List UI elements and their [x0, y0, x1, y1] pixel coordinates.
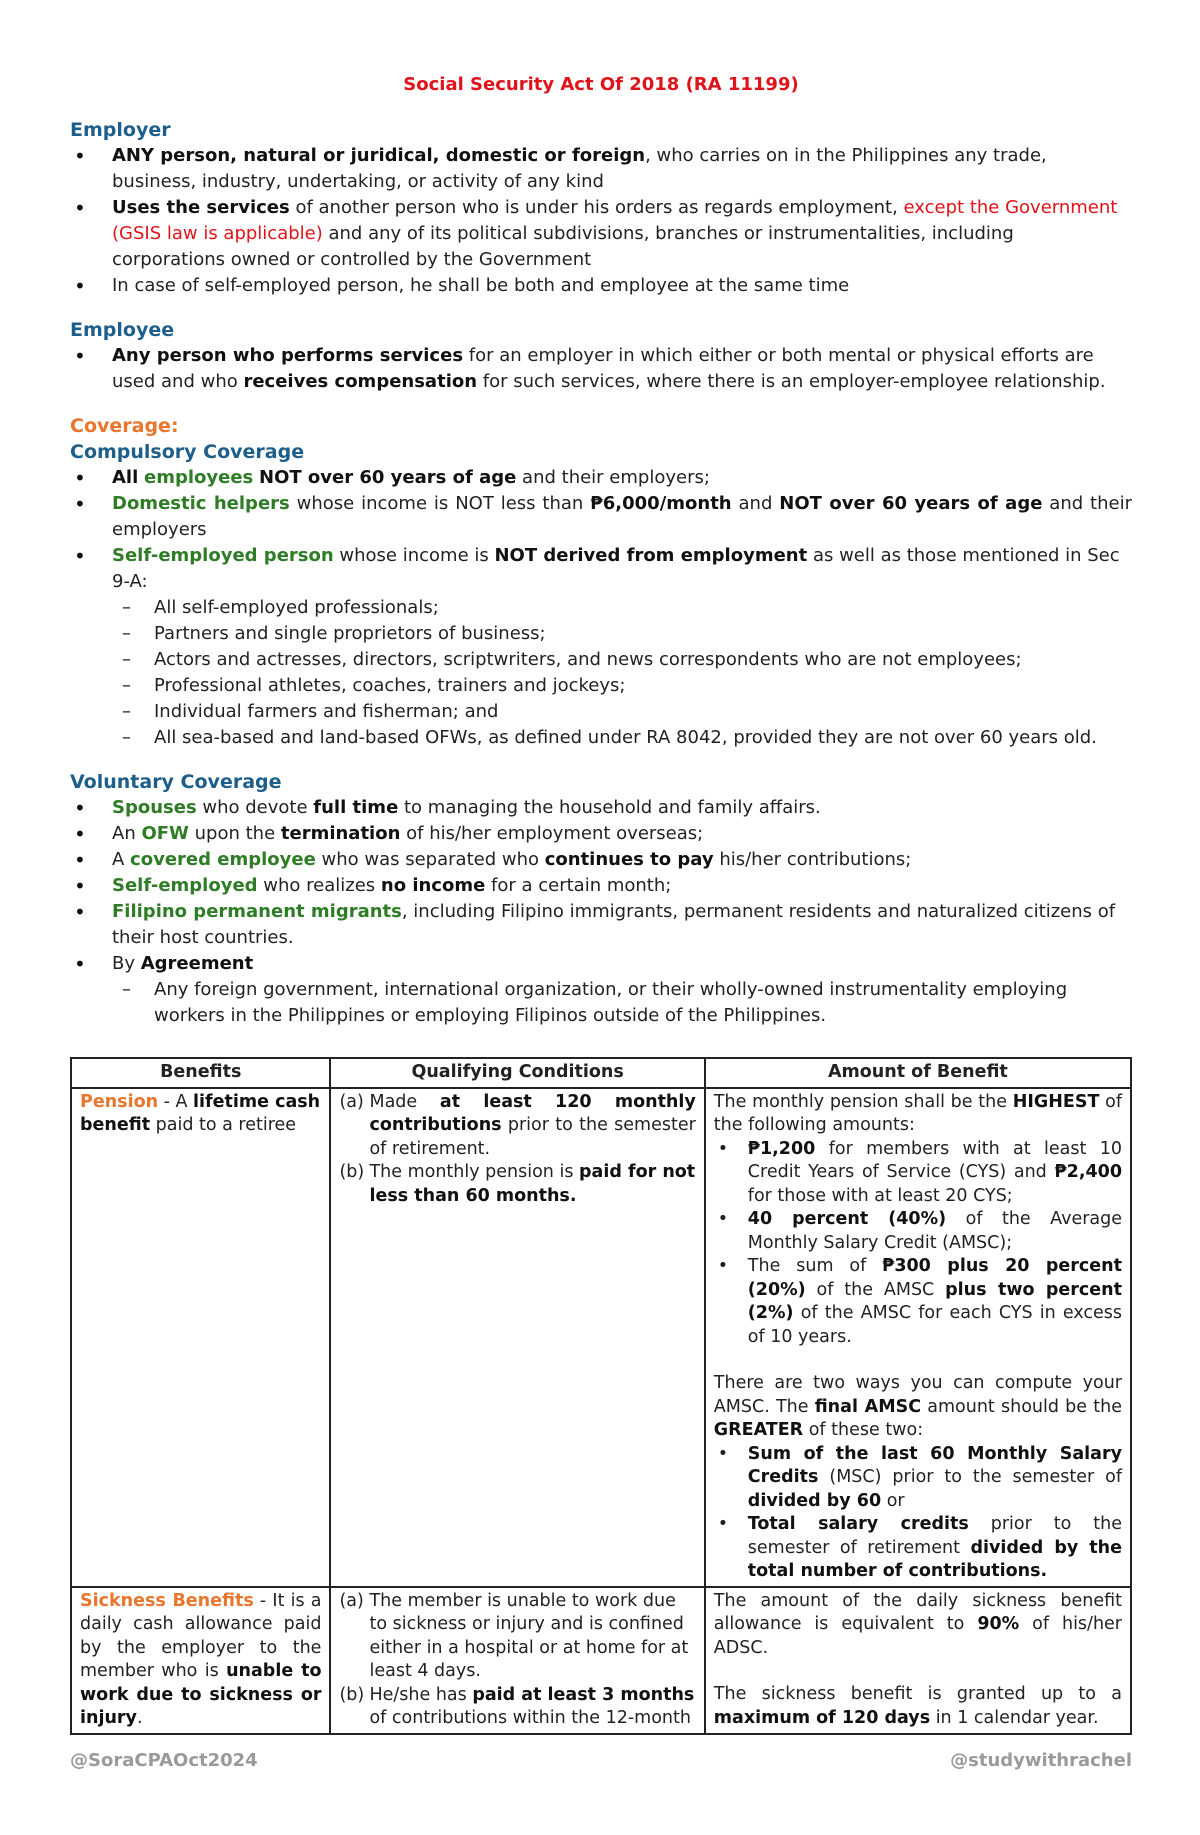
- sub-list-item: – All self-employed professionals;: [154, 595, 1132, 621]
- green-text: Spouses: [112, 797, 197, 818]
- list-item: [112, 795, 1132, 821]
- page-footer: [70, 1750, 1132, 1771]
- bold-text: at least 120 monthly contributions: [369, 1091, 696, 1135]
- bold-text: NOT over 60 years of age: [779, 493, 1043, 514]
- list-item: [112, 143, 1132, 195]
- table-row: [71, 1587, 1131, 1734]
- voluntary-heading: Voluntary Coverage: [70, 771, 282, 793]
- bold-text: GREATER: [713, 1420, 804, 1440]
- text: of contributions within the 12-month: [369, 1708, 691, 1728]
- table-header-row: [71, 1058, 1131, 1088]
- text: of his/her ADSC.: [713, 1614, 1122, 1658]
- employer-heading: Employer: [70, 119, 171, 141]
- condition-cell: [330, 1587, 704, 1734]
- bold-text: paid at least 3 months: [472, 1684, 695, 1705]
- list-item: [112, 543, 1132, 751]
- text: or: [881, 1490, 905, 1511]
- text: - It is a daily cash allowance paid by the employer to the member who is: [80, 1590, 322, 1681]
- text: who was separated who: [315, 849, 545, 870]
- bold-text: divided by 60: [747, 1490, 882, 1511]
- document-page: [70, 60, 1132, 1735]
- amount-cell: [705, 1587, 1131, 1734]
- condition-item: [339, 1161, 695, 1208]
- text: An: [112, 823, 142, 844]
- text: In case of self-employed person, he shall be both and employee at the same time: [112, 275, 850, 296]
- bold-text: Sum of the last 60 Monthly Salary Credits: [747, 1443, 1122, 1487]
- bold-text: final AMSC: [814, 1396, 922, 1417]
- list-item: [748, 1255, 1122, 1349]
- list-item: [112, 951, 1132, 1029]
- green-text: Self-employed person: [112, 545, 334, 566]
- condition-text: [369, 1161, 695, 1208]
- text: A: [112, 849, 131, 870]
- text: prior to the semester of retirement.: [369, 1115, 696, 1159]
- text: for a certain month;: [485, 875, 672, 896]
- benefit-name: Pension: [80, 1091, 159, 1112]
- condition-label: (a): [339, 1091, 364, 1112]
- amount-text: [714, 1683, 1122, 1730]
- text: (MSC) prior to the semester of: [818, 1467, 1122, 1487]
- condition-cell: [330, 1088, 704, 1587]
- text: The sum of: [747, 1256, 883, 1276]
- column-header: Amount of Benefit: [705, 1058, 1131, 1088]
- list-item: [112, 821, 1132, 847]
- green-text: covered employee: [130, 849, 316, 870]
- condition-item: [339, 1684, 695, 1731]
- green-text: employees: [144, 467, 254, 488]
- text: who devote: [196, 797, 314, 818]
- condition-item: [339, 1590, 695, 1684]
- sub-list-item: – Actors and actresses, directors, scriptwriters, and news correspondents who are not employees;: [154, 647, 1132, 673]
- bold-text: HIGHEST: [1012, 1091, 1100, 1112]
- text: for an employer in which either or both mental or physical efforts are used and who: [112, 345, 1094, 392]
- column-header: Qualifying Conditions: [330, 1058, 704, 1088]
- employer-section: [70, 117, 1132, 299]
- text: Made: [369, 1091, 440, 1112]
- text: By: [112, 953, 141, 974]
- red-text: except the Government (GSIS law is applicable): [112, 197, 1118, 244]
- text: amount should be the: [921, 1396, 1122, 1417]
- green-text: Domestic helpers: [112, 493, 290, 514]
- list-item: [112, 273, 1132, 299]
- bold-text: termination: [280, 823, 401, 844]
- text: of his/her employment overseas;: [400, 823, 704, 844]
- page-title: Social Security Act Of 2018 (RA 11199): [403, 74, 799, 95]
- bold-text: lifetime cash benefit: [80, 1091, 321, 1135]
- bold-text: full time: [313, 797, 399, 818]
- text: of these two:: [803, 1420, 924, 1440]
- text: paid to a retiree: [150, 1115, 297, 1135]
- bold-text: paid for not less than 60 months.: [369, 1162, 696, 1206]
- sub-list-item: – Partners and single proprietors of business;: [154, 621, 1132, 647]
- condition-text: [369, 1684, 695, 1731]
- bold-text: Uses the services: [112, 197, 290, 218]
- bold-text: All: [112, 467, 139, 488]
- coverage-heading: Coverage:: [70, 415, 179, 437]
- list-item: [748, 1208, 1122, 1255]
- bold-text: ₱1,200: [747, 1138, 816, 1159]
- bold-text: Agreement: [140, 953, 254, 974]
- bold-text: ANY person, natural or juridical, domestic or foreign: [112, 145, 646, 166]
- text: , including Filipino immigrants, permanent residents and naturalized citizens of their host countries.: [112, 901, 1116, 948]
- text: .: [136, 1708, 143, 1728]
- amount-text: [714, 1590, 1122, 1661]
- condition-label: (b): [339, 1684, 365, 1705]
- text: and: [731, 493, 780, 514]
- bold-text: NOT over 60 years of age: [259, 467, 517, 488]
- bold-text: receives compensation: [243, 371, 478, 392]
- text: as well as those mentioned in Sec 9-A:: [112, 545, 1120, 592]
- list-item: [112, 195, 1132, 273]
- text: The amount of the daily sickness benefit allowance is equivalent to: [713, 1590, 1122, 1634]
- green-text: Self-employed: [112, 875, 258, 896]
- employee-heading: Employee: [70, 319, 175, 341]
- text: - A: [158, 1091, 194, 1112]
- text: , who carries on in the Philippines any trade, business, industry, undertaking, or activity of any kind: [112, 145, 1047, 192]
- text: The sickness benefit is granted up to a: [713, 1684, 1122, 1704]
- table-row: [71, 1088, 1131, 1587]
- benefit-cell: [71, 1088, 330, 1587]
- list-item: [112, 465, 1132, 491]
- amount-intro: [714, 1091, 1122, 1138]
- green-text: OFW: [141, 823, 189, 844]
- benefits-table: [70, 1057, 1132, 1735]
- text: who realizes: [257, 875, 381, 896]
- text: upon the: [188, 823, 281, 844]
- text: and any of its political subdivisions, branches or instrumentalities, including corporations owned or controlled by the Government: [112, 223, 1014, 270]
- text: for members with at least 10 Credit Years of Service (CYS) and: [747, 1138, 1122, 1182]
- list-item: [112, 873, 1132, 899]
- text: of the following amounts:: [713, 1091, 1123, 1135]
- bold-text: divided by the total number of contributions.: [747, 1537, 1122, 1581]
- text: of the Average Monthly Salary Credit (AMSC);: [747, 1209, 1123, 1253]
- bold-text: 90%: [977, 1614, 1020, 1634]
- condition-label: (b): [339, 1162, 365, 1182]
- text: prior to the semester of retirement: [747, 1514, 1122, 1558]
- column-header: Benefits: [71, 1058, 330, 1088]
- text: his/her contributions;: [713, 849, 912, 870]
- bold-text: unable to work due to sickness or injury: [80, 1661, 322, 1728]
- sub-list-item: – Any foreign government, international organization, or their wholly-owned instrumentality employing workers in the Philippines or employing Filipinos outside of the Philippines.: [154, 977, 1132, 1029]
- condition-item: [339, 1091, 695, 1162]
- bold-text: 40 percent (40%): [747, 1209, 947, 1229]
- condition-text: The member is unable to work due to sickness or injury and is confined either in a hospital or at home for at least 4 days.: [369, 1590, 689, 1681]
- amsc-intro: [714, 1372, 1122, 1443]
- sub-list-item: – Individual farmers and fisherman; and: [154, 699, 1132, 725]
- footer-left-handle: @SoraCPAOct2024: [70, 1750, 258, 1771]
- list-item: [748, 1443, 1122, 1514]
- green-text: Filipino permanent migrants: [112, 901, 402, 922]
- text: of another person who is under his orders as regards employment,: [289, 197, 904, 218]
- text: and their employers: [112, 493, 1133, 540]
- bold-text: Any person who performs services: [112, 345, 464, 366]
- sub-list-item: – All sea-based and land-based OFWs, as defined under RA 8042, provided they are not over 60 years old.: [154, 725, 1132, 751]
- list-item: [112, 899, 1132, 951]
- footer-right-handle: @studywithrachel: [950, 1750, 1132, 1771]
- text: of the AMSC: [805, 1279, 946, 1300]
- benefit-name: Sickness Benefits: [80, 1590, 254, 1611]
- text: for such services, where there is an employer-employee relationship.: [477, 371, 1106, 392]
- sub-list-item: – Professional athletes, coaches, trainers and jockeys;: [154, 673, 1132, 699]
- text: The monthly pension is: [369, 1162, 580, 1182]
- text: for those with at least 20 CYS;: [747, 1185, 1013, 1206]
- list-item: [748, 1138, 1122, 1209]
- list-item: [112, 343, 1132, 395]
- bold-text: continues to pay: [544, 849, 714, 870]
- bold-text: maximum of 120 days: [713, 1707, 931, 1728]
- bold-text: Total salary credits: [747, 1514, 969, 1534]
- compulsory-heading: Compulsory Coverage: [70, 441, 305, 463]
- bold-text: ₱300 plus 20 percent (20%): [747, 1256, 1122, 1300]
- text: The monthly pension shall be the: [713, 1091, 1013, 1112]
- amount-cell: [705, 1088, 1131, 1587]
- bold-text: ₱6,000/month: [590, 493, 732, 514]
- bold-text: plus two percent (2%): [747, 1279, 1122, 1323]
- bold-text: no income: [380, 875, 486, 896]
- text: He/she has: [369, 1684, 473, 1705]
- text: and their employers;: [516, 467, 710, 488]
- bold-text: NOT derived from employment: [494, 545, 808, 566]
- coverage-section: [70, 413, 1132, 1029]
- text: of the AMSC for each CYS in excess of 10 years.: [747, 1303, 1122, 1347]
- text: There are two ways you can compute your AMSC. The: [713, 1373, 1122, 1417]
- list-item: [112, 847, 1132, 873]
- text: in 1 calendar year.: [930, 1707, 1099, 1728]
- bold-text: ₱2,400: [1054, 1162, 1122, 1182]
- list-item: [112, 491, 1132, 543]
- condition-label: (a): [339, 1590, 364, 1611]
- text: whose income is NOT less than: [289, 493, 591, 514]
- text: whose income is: [333, 545, 495, 566]
- list-item: [748, 1513, 1122, 1584]
- employee-section: [70, 317, 1132, 395]
- condition-text: [369, 1091, 695, 1162]
- benefit-cell: [71, 1587, 330, 1734]
- text: to managing the household and family affairs.: [398, 797, 821, 818]
